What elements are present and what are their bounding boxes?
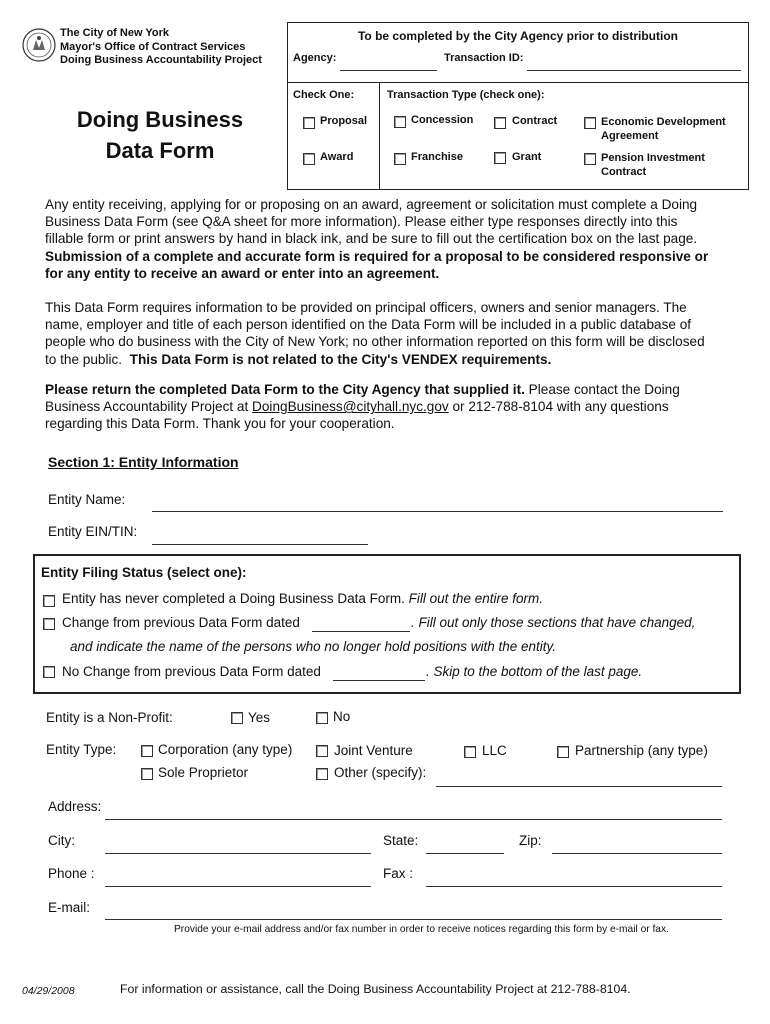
email-label: E-mail: (48, 900, 91, 915)
change-from-previous-note: . Fill out only those sections that have changed, (411, 615, 696, 630)
city-label: City: (48, 833, 75, 848)
intro-paragraph-2: This Data Form requires information to be provided on principal officers, owners and senior managers. The name, employer and title of each person identified on the Data Form will be included in a public database of people who do business with the City of New York; no other information reported on this form will be disclosed to the public. This Data Form is not related to the City's VENDEX requirements. (45, 300, 705, 367)
org-line-1: The City of New York (60, 27, 170, 39)
zip-label: Zip: (519, 833, 542, 848)
check-one-label: Check One: (293, 89, 355, 101)
franchise-checkbox[interactable] (394, 153, 406, 165)
email-field[interactable] (105, 919, 722, 920)
entity-name-label: Entity Name: (48, 492, 126, 507)
change-from-previous-checkbox[interactable] (43, 618, 55, 630)
award-checkbox[interactable] (303, 153, 315, 165)
change-from-previous-note-2: and indicate the name of the persons who no longer hold positions with the entity. (70, 639, 557, 654)
organization-header (60, 27, 262, 68)
award-label: Award (320, 151, 354, 163)
intro-paragraph-3: Please return the completed Data Form to the City Agency that supplied it. Please contact the Doing Business Accountability Project at DoingBusiness@cityhall.nyc.gov or 212-788-8104 with any questions regarding this Data Form. Thank you for your cooperation. (45, 382, 680, 432)
change-from-previous-label: Change from previous Data Form dated (62, 615, 300, 630)
agency-box-column-divider (379, 83, 380, 189)
state-field[interactable] (426, 853, 504, 854)
sole-proprietor-label: Sole Proprietor (158, 765, 249, 780)
state-label: State: (383, 833, 419, 848)
entity-name-field[interactable] (152, 511, 723, 512)
contract-checkbox[interactable] (494, 117, 506, 129)
economic-development-label: Economic Development Agreement (601, 116, 726, 142)
agency-field[interactable] (340, 70, 437, 71)
joint-venture-label: Joint Venture (334, 743, 413, 758)
city-seal-logo (22, 28, 56, 62)
org-line-2: Mayor's Office of Contract Services (60, 40, 246, 53)
agency-label: Agency: (293, 52, 337, 64)
agency-box-heading: To be completed by the City Agency prior to distribution (357, 29, 678, 43)
never-completed-checkbox[interactable] (43, 595, 55, 607)
email-note: Provide your e-mail address and/or fax number in order to receive notices regarding this form by e-mail or fax. (174, 924, 669, 935)
intro-paragraph-1: Any entity receiving, applying for or proposing on an award, agreement or solicitation must complete a Doing Business Data Form (see Q&A sheet for more information). Please either type responses directly into this fillable form or print answers by hand in black ink, and be sure to fill out the certification box on the last page. Submission of a complete and accurate form is required for a proposal to be considered responsive or for any entity to receive an award or enter into an agreement. (45, 197, 709, 281)
partnership-checkbox[interactable] (557, 746, 569, 758)
nonprofit-yes-checkbox[interactable] (231, 712, 243, 724)
franchise-label: Franchise (411, 151, 463, 163)
other-checkbox[interactable] (316, 768, 328, 780)
no-change-note: . Skip to the bottom of the last page. (426, 664, 643, 679)
phone-field[interactable] (105, 886, 371, 887)
joint-venture-checkbox[interactable] (316, 745, 328, 757)
transaction-id-field[interactable] (527, 70, 741, 71)
org-line-3: Doing Business Accountability Project (60, 54, 262, 66)
nonprofit-no-label: No (333, 709, 351, 724)
assistance-note: For information or assistance, call the Doing Business Accountability Project at 212-788-8104. (120, 982, 631, 996)
section-1-heading: Section 1: Entity Information (48, 454, 239, 470)
no-change-label: No Change from previous Data Form dated (62, 664, 321, 679)
concession-checkbox[interactable] (394, 116, 406, 128)
transaction-id-label: Transaction ID: (444, 52, 524, 64)
concession-label: Concession (411, 114, 474, 126)
contract-label: Contract (512, 115, 558, 127)
page-title: Doing Business Data Form (76, 107, 244, 163)
no-change-date-field[interactable] (333, 680, 425, 681)
change-previous-date-field[interactable] (312, 631, 410, 632)
fax-field[interactable] (426, 886, 722, 887)
grant-label: Grant (512, 151, 542, 163)
other-specify-field[interactable] (436, 786, 722, 787)
corporation-checkbox[interactable] (141, 745, 153, 757)
llc-label: LLC (482, 743, 507, 758)
filing-status-heading: Entity Filing Status (select one): (41, 565, 247, 580)
grant-checkbox[interactable] (494, 152, 506, 164)
transaction-type-label: Transaction Type (check one): (387, 89, 545, 101)
nonprofit-yes-label: Yes (248, 710, 271, 725)
form-date: 04/29/2008 (22, 985, 75, 997)
nonprofit-label: Entity is a Non-Profit: (46, 710, 173, 725)
address-label: Address: (48, 799, 102, 814)
email-link[interactable]: DoingBusiness@cityhall.nyc.gov (252, 399, 449, 415)
nonprofit-no-checkbox[interactable] (316, 712, 328, 724)
other-label: Other (specify): (334, 765, 427, 780)
entity-ein-field[interactable] (152, 544, 368, 545)
entity-type-label: Entity Type: (46, 742, 117, 757)
partnership-label: Partnership (any type) (575, 743, 708, 758)
city-field[interactable] (105, 853, 371, 854)
llc-checkbox[interactable] (464, 746, 476, 758)
economic-development-checkbox[interactable] (584, 117, 596, 129)
proposal-label: Proposal (320, 115, 368, 127)
sole-proprietor-checkbox[interactable] (141, 768, 153, 780)
fax-label: Fax : (383, 866, 414, 881)
no-change-checkbox[interactable] (43, 666, 55, 678)
entity-ein-label: Entity EIN/TIN: (48, 524, 138, 539)
corporation-label: Corporation (any type) (158, 742, 293, 757)
pension-investment-checkbox[interactable] (584, 153, 596, 165)
never-completed-option: Entity has never completed a Doing Business Data Form. Fill out the entire form. (62, 591, 543, 606)
pension-investment-label: Pension Investment Contract (601, 152, 705, 178)
zip-field[interactable] (552, 853, 722, 854)
address-field[interactable] (105, 819, 722, 820)
proposal-checkbox[interactable] (303, 117, 315, 129)
phone-label: Phone : (48, 866, 95, 881)
agency-box-divider (288, 82, 749, 83)
